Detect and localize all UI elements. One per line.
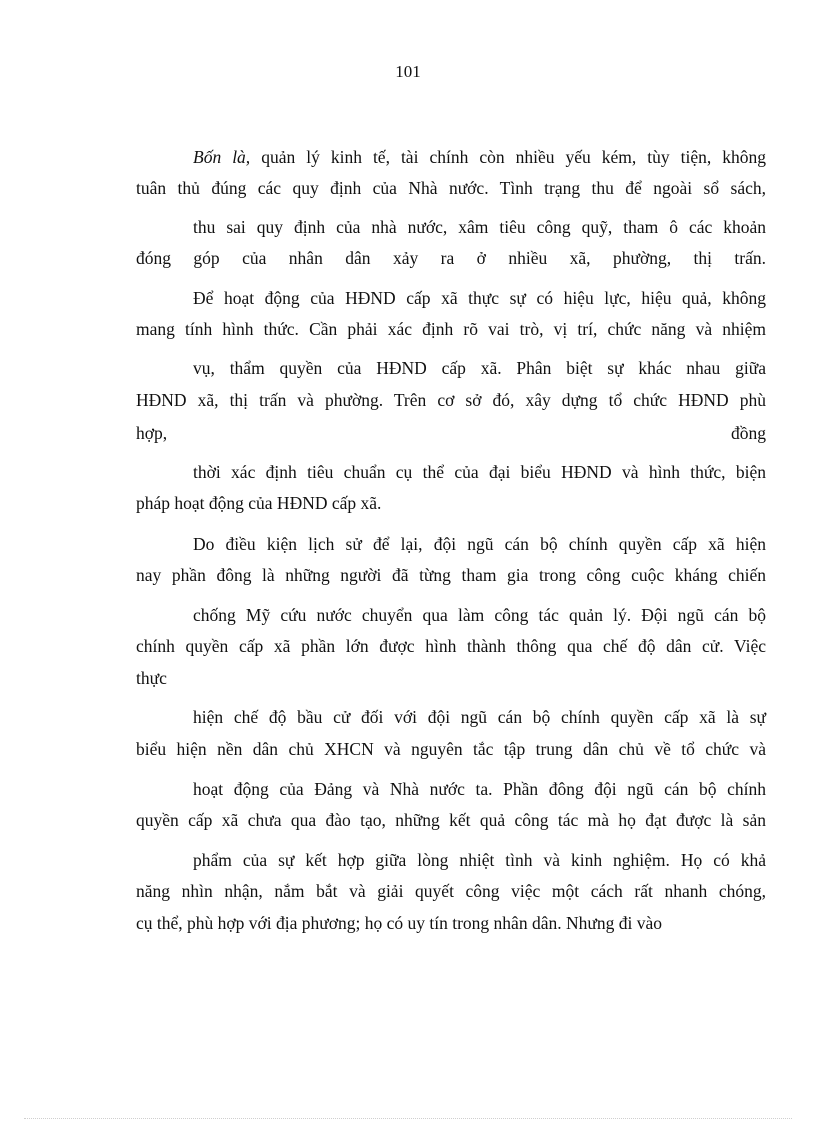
line-text-left: hợp, [136, 423, 168, 443]
text-line-15: chính quyền cấp xã phần lớn được hình thành thông qua chế độ dân cử. Việc [136, 636, 766, 656]
text-line-18: biểu hiện nền dân chủ XHCN và nguyên tắc tập trung dân chủ về tổ chức và [136, 739, 766, 759]
text-line-21: phẩm của sự kết hợp giữa lòng nhiệt tình và kinh nghiệm. Họ có khả [193, 850, 766, 870]
text-line-13: nay phần đông là những người đã từng tham gia trong công cuộc kháng chiến [136, 565, 766, 585]
text-line-10: thời xác định tiêu chuẩn cụ thể của đại biểu HĐND và hình thức, biện [193, 462, 766, 482]
page-bottom-divider [24, 1118, 792, 1119]
line-text-right: đồng [731, 423, 766, 443]
text-line-9 [136, 422, 766, 444]
text-line-7: vụ, thẩm quyền của HĐND cấp xã. Phân biệt sự khác nhau giữa [193, 358, 766, 378]
text-line-16: thực [136, 668, 167, 688]
text-line-2: tuân thủ đúng các quy định của Nhà nước. Tình trạng thu để ngoài sổ sách, [136, 178, 766, 198]
line-text: quản lý kinh tế, tài chính còn nhiều yếu kém, tùy tiện, không [250, 147, 766, 167]
text-line-14: chống Mỹ cứu nước chuyển qua làm công tác quản lý. Đội ngũ cán bộ [193, 605, 766, 625]
text-line-22: năng nhìn nhận, nắm bắt và giải quyết công việc một cách rất nhanh chóng, [136, 881, 766, 901]
text-line-17: hiện chế độ bầu cử đối với đội ngũ cán bộ chính quyền cấp xã là sự [193, 707, 766, 727]
page-number: 101 [395, 62, 421, 81]
text-line-23: cụ thể, phù hợp với địa phương; họ có uy tín trong nhân dân. Nhưng đi vào [136, 913, 662, 933]
text-line-6: mang tính hình thức. Cần phải xác định rõ vai trò, vị trí, chức năng và nhiệm [136, 319, 766, 339]
text-line-20: quyền cấp xã chưa qua đào tạo, những kết quả công tác mà họ đạt được là sản [136, 810, 766, 830]
text-line-11: pháp hoạt động của HĐND cấp xã. [136, 493, 382, 513]
lead-phrase: Bốn là, [193, 147, 251, 167]
text-line-4: đóng góp của nhân dân xảy ra ở nhiều xã, phường, thị trấn. [136, 248, 766, 268]
text-line-19: hoạt động của Đảng và Nhà nước ta. Phần đông đội ngũ cán bộ chính [193, 779, 766, 799]
text-line-1 [193, 146, 766, 168]
text-line-5: Để hoạt động của HĐND cấp xã thực sự có hiệu lực, hiệu quả, không [193, 288, 766, 308]
text-line-12: Do điều kiện lịch sử để lại, đội ngũ cán bộ chính quyền cấp xã hiện [193, 534, 766, 554]
text-line-3: thu sai quy định của nhà nước, xâm tiêu công quỹ, tham ô các khoản [193, 217, 766, 237]
text-line-8: HĐND xã, thị trấn và phường. Trên cơ sở đó, xây dựng tổ chức HĐND phù [136, 390, 766, 410]
